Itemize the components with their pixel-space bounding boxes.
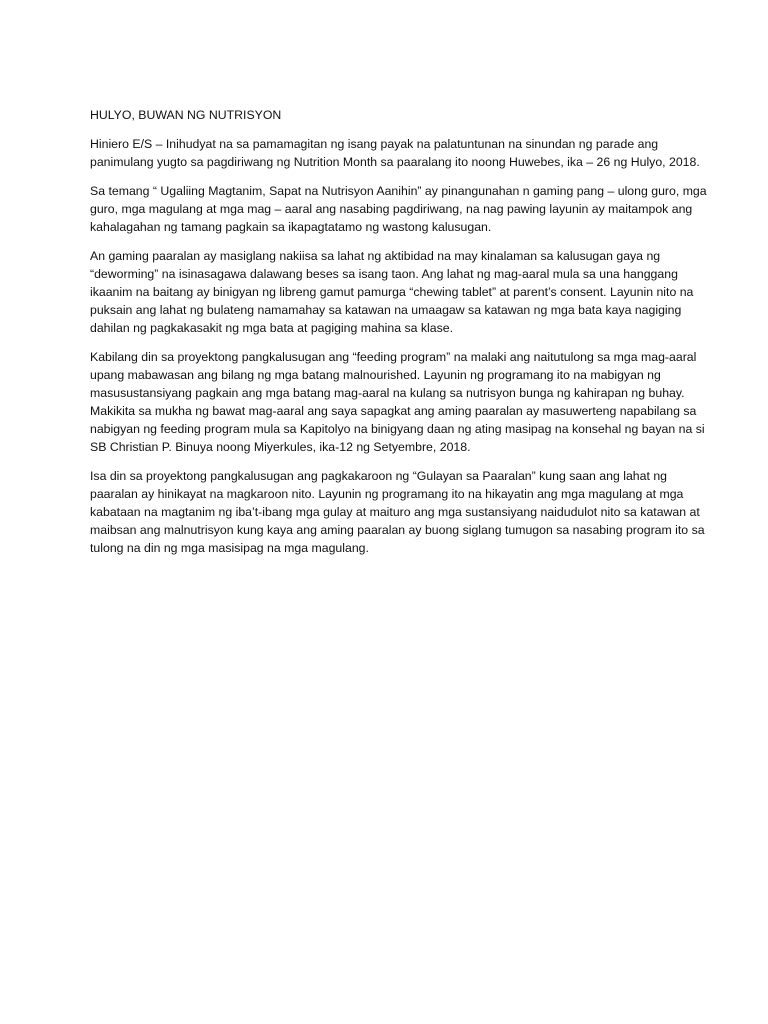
paragraph-4: Kabilang din sa proyektong pangkalusugan ang “feeding program” na malaki ang naitutulong sa mga mag-aaral upang mabawasan ang bilang ng mga batang malnourished. Layunin ng programang ito na mabigyan ng masusustansiyang pagkain ang mga batang mag-aaral na kulang sa nutrisyon bunga ng kahirapan ng buhay. Makikita sa mukha ng bawat mag-aaral ang saya sapagkat ang aming paaralan ay masuwerteng napabilang sa nabigyan ng feeding program mula sa Kapitolyo na binigyang daan ng ating masipag na konsehal ng bayan na si SB Christian P. Binuya noong Miyerkules, ika-12 ng Setyembre, 2018.	[90, 350, 705, 454]
paragraph-3: An gaming paaralan ay masiglang nakiisa sa lahat ng aktibidad na may kinalaman sa kalusugan gaya ng “deworming” na isinasagawa dalawang beses sa isang taon. Ang lahat ng mag-aaral mula sa una hanggang ikaanim na baitang ay binigyan ng libreng gamut pamurga “chewing tablet” at parent’s consent. Layunin nito na puksain ang lahat ng bulateng namamahay sa katawan na umaagaw sa katawan ng mga bata kaya nagiging dahilan ng pagkakasakit ng mga bata at pagiging mahina sa klase.	[90, 249, 694, 335]
paragraph-5: Isa din sa proyektong pangkalusugan ang pagkakaroon ng “Gulayan sa Paaralan” kung saan ang lahat ng paaralan ay hinikayat na magkaroon nito. Layunin ng programang ito na hikayatin ang mga magulang at mga kabataan na magtanim ng iba’t-ibang mga gulay at maituro ang mga sustansiyang naidudulot nito sa katawan at maibsan ang malnutrisyon kung kaya ang aming paaralan ay buong siglang tumugon sa nasabing program ito sa tulong na din ng mga masisipag na mga magulang.	[90, 469, 705, 555]
paragraph-2: Sa temang “ Ugaliing Magtanim, Sapat na Nutrisyon Aanihin” ay pinangunahan n gaming pang – ulong guro, mga guro, mga magulang at mga mag – aaral ang nasabing pagdiriwang, na nag pawing layunin ay maitampok ang kahalagahan ng tamang pagkain sa ikapagtatamo ng wastong kalusugan.	[90, 184, 707, 234]
paragraph-1: Hiniero E/S – Inihudyat na sa pamamagitan ng isang payak na palatuntunan na sinundan ng parade ang panimulang yugto sa pagdiriwang ng Nutrition Month sa paaralang ito noong Huwebes, ika – 26 ng Hulyo, 2018.	[90, 137, 700, 169]
document-content	[90, 106, 716, 568]
document-title: HULYO, BUWAN NG NUTRISYON	[90, 108, 282, 122]
